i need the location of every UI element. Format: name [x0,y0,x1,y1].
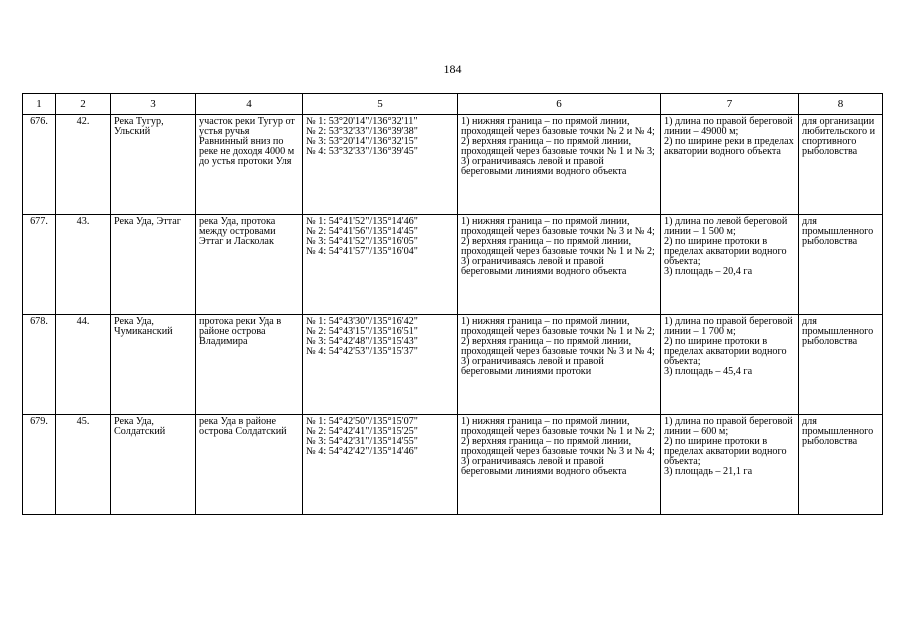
coordinates-cell: № 1: 54°41'52"/135°14'46" № 2: 54°41'56"/135°14'45" № 3: 54°41'52"/135°16'05" № 4: 54°41'57"/135°16'04" [303,215,458,315]
boundaries-cell: 1) нижняя граница – по прямой линии, проходящей через базовые точки № 1 и № 2; 2) верхняя граница – по прямой линии, проходящей через базовые точки № 3 и № 4; 3) ограничиваясь левой и правой береговыми линиями водного объекта [458,415,661,515]
size-cell: 1) длина по левой береговой линии – 1 500 м; 2) по ширине протоки в пределах акватории водного объекта; 3) площадь – 20,4 га [661,215,799,315]
row-number-cell: 679. [23,415,56,515]
area-name-cell: Река Уда, Чумиканский [111,315,196,415]
table-header-row [23,94,883,115]
row-number-cell: 678. [23,315,56,415]
size-cell: 1) длина по правой береговой линии – 600 м; 2) по ширине протоки в пределах акватории водного объекта; 3) площадь – 21,1 га [661,415,799,515]
size-cell: 1) длина по правой береговой линии – 49000 м; 2) по ширине реки в пределах акватории водного объекта [661,115,799,215]
column-header: 3 [111,94,196,115]
page-number: 184 [443,62,462,76]
fishing-areas-table [22,93,883,515]
boundaries-cell: 1) нижняя граница – по прямой линии, проходящей через базовые точки № 2 и № 4; 2) верхняя граница – по прямой линии, проходящей через базовые точки № 1 и № 3; 3) ограничиваясь левой и правой береговыми линиями водного объекта [458,115,661,215]
area-name-cell: Река Уда, Эттаг [111,215,196,315]
table-row [23,315,883,415]
location-cell: протока реки Уда в районе острова Владимира [196,315,303,415]
sub-number-cell: 44. [56,315,111,415]
column-header: 8 [799,94,883,115]
location-cell: река Уда, протока между островами Эттаг и Ласколак [196,215,303,315]
column-header: 1 [23,94,56,115]
purpose-cell: для промышленного рыболовства [799,215,883,315]
column-header: 5 [303,94,458,115]
area-name-cell: Река Уда, Солдатский [111,415,196,515]
row-number-cell: 676. [23,115,56,215]
area-name-cell: Река Тугур, Ульский [111,115,196,215]
table-row [23,215,883,315]
size-cell: 1) длина по правой береговой линии – 1 700 м; 2) по ширине протоки в пределах акватории водного объекта; 3) площадь – 45,4 га [661,315,799,415]
coordinates-cell: № 1: 54°42'50"/135°15'07" № 2: 54°42'41"/135°15'25" № 3: 54°42'31"/135°14'55" № 4: 54°42'42"/135°14'46" [303,415,458,515]
sub-number-cell: 43. [56,215,111,315]
coordinates-cell: № 1: 54°43'30"/135°16'42" № 2: 54°43'15"/135°16'51" № 3: 54°42'48"/135°15'43" № 4: 54°42'53"/135°15'37" [303,315,458,415]
column-header: 7 [661,94,799,115]
column-header: 2 [56,94,111,115]
location-cell: река Уда в районе острова Солдатский [196,415,303,515]
purpose-cell: для промышленного рыболовства [799,415,883,515]
location-cell: участок реки Тугур от устья ручья Равнинный вниз по реке не доходя 4000 м до устья протоки Уля [196,115,303,215]
coordinates-cell: № 1: 53°20'14"/136°32'11" № 2: 53°32'33"/136°39'38" № 3: 53°20'14"/136°32'15" № 4: 53°32'33"/136°39'45" [303,115,458,215]
column-header: 4 [196,94,303,115]
boundaries-cell: 1) нижняя граница – по прямой линии, проходящей через базовые точки № 1 и № 2; 2) верхняя граница – по прямой линии, проходящей через базовые точки № 3 и № 4; 3) ограничиваясь левой и правой береговыми линиями протоки [458,315,661,415]
sub-number-cell: 45. [56,415,111,515]
purpose-cell: для промышленного рыболовства [799,315,883,415]
sub-number-cell: 42. [56,115,111,215]
column-header: 6 [458,94,661,115]
boundaries-cell: 1) нижняя граница – по прямой линии, проходящей через базовые точки № 3 и № 4; 2) верхняя граница – по прямой линии, проходящей через базовые точки № 1 и № 2; 3) ограничиваясь левой и правой береговыми линиями водного объекта [458,215,661,315]
table-row [23,115,883,215]
purpose-cell: для организации любительского и спортивного рыболовства [799,115,883,215]
row-number-cell: 677. [23,215,56,315]
table-row [23,415,883,515]
